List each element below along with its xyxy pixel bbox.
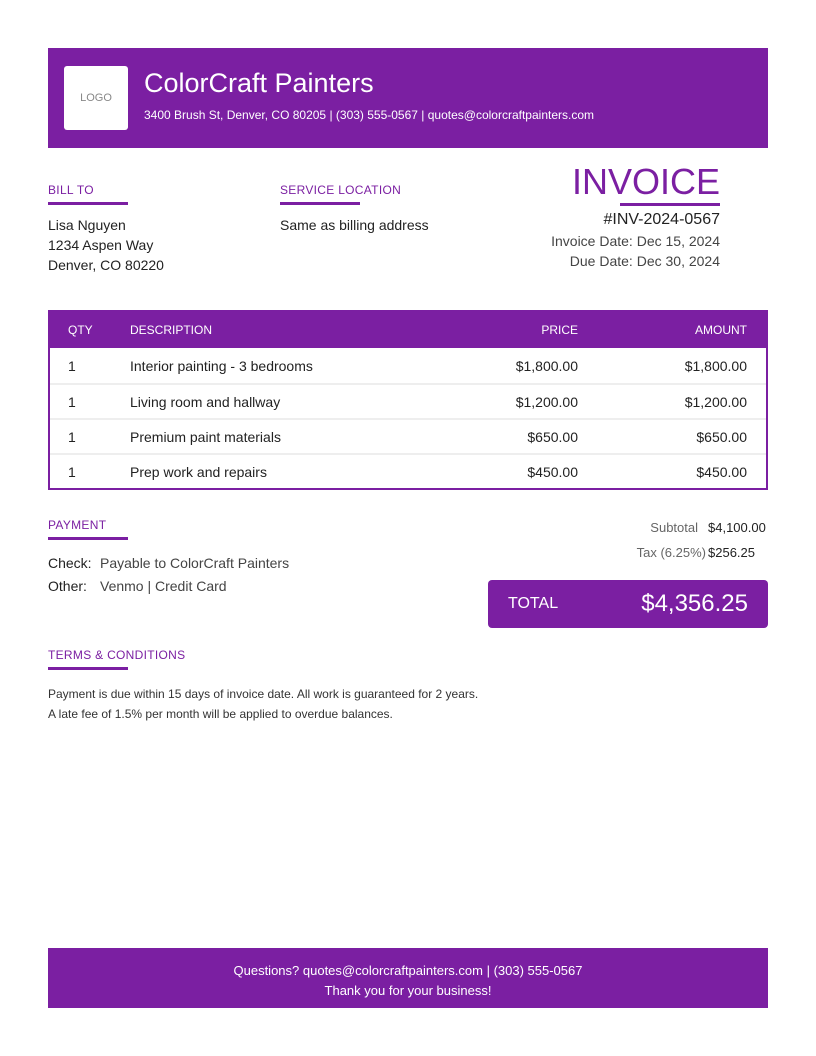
row-qty: 1 xyxy=(68,463,76,480)
row-amount: $450.00 xyxy=(696,463,747,480)
row-description: Premium paint materials xyxy=(130,428,281,445)
payment-method-check xyxy=(48,552,368,575)
service-location-text: Same as billing address xyxy=(280,217,429,233)
payment-value: Payable to ColorCraft Painters xyxy=(100,555,290,571)
row-qty: 1 xyxy=(68,428,76,445)
grand-total-box xyxy=(488,580,768,628)
service-location-label: SERVICE LOCATION xyxy=(280,183,500,205)
invoice-number: #INV-2024-0567 xyxy=(603,211,720,228)
invoice-title: INVOICE xyxy=(551,162,720,204)
footer-thanks: Thank you for your business! xyxy=(324,983,492,998)
total-value: $4,356.25 xyxy=(641,590,748,617)
terms-line: Payment is due within 15 days of invoice date. All work is guaranteed for 2 years. xyxy=(48,687,479,701)
terms-label: TERMS & CONDITIONS xyxy=(48,648,548,670)
due-date: Due Date: Dec 30, 2024 xyxy=(569,253,720,269)
column-header-qty: QTY xyxy=(68,323,93,337)
footer-contact: Questions? quotes@colorcraftpainters.com | (303) 555-0567 xyxy=(233,963,583,978)
row-amount: $650.00 xyxy=(696,428,747,445)
customer-name: Lisa Nguyen xyxy=(48,217,126,233)
invoice-date: Invoice Date: Dec 15, 2024 xyxy=(551,233,720,249)
company-contact-info: 3400 Brush St, Denver, CO 80205 | (303) 555-0567 | quotes@colorcraftpainters.com xyxy=(144,108,594,122)
customer-city: Denver, CO 80220 xyxy=(48,257,164,273)
subtotal-value: $4,100.00 xyxy=(708,520,766,535)
row-qty: 1 xyxy=(68,393,76,410)
row-price: $450.00 xyxy=(527,463,578,480)
terms-line: A late fee of 1.5% per month will be applied to overdue balances. xyxy=(48,707,393,721)
table-row xyxy=(50,383,766,418)
tax-label: Tax (6.25%) xyxy=(636,545,706,560)
subtotal-label: Subtotal xyxy=(650,520,698,535)
totals-section xyxy=(488,515,768,628)
company-header xyxy=(48,48,768,148)
table-header xyxy=(50,312,766,348)
row-price: $1,800.00 xyxy=(515,357,578,374)
table-row xyxy=(50,453,766,488)
column-header-price: PRICE xyxy=(541,323,578,337)
tax-value: $256.25 xyxy=(708,545,755,560)
column-header-description: DESCRIPTION xyxy=(130,323,213,337)
bill-to-label: BILL TO xyxy=(48,183,268,205)
logo-placeholder-text: LOGO xyxy=(80,92,112,104)
table-row xyxy=(50,418,766,453)
row-description: Interior painting - 3 bedrooms xyxy=(130,357,313,374)
row-amount: $1,800.00 xyxy=(684,357,747,374)
line-items-table xyxy=(48,310,768,490)
payment-section xyxy=(48,518,368,598)
company-name: ColorCraft Painters xyxy=(144,68,374,98)
payment-method-other xyxy=(48,575,368,598)
payment-key: Check: xyxy=(48,555,92,571)
payment-key: Other: xyxy=(48,578,87,594)
table-row xyxy=(50,348,766,383)
row-qty: 1 xyxy=(68,357,76,374)
row-description: Living room and hallway xyxy=(130,393,281,410)
service-location-section xyxy=(280,183,500,235)
invoice-meta xyxy=(551,162,720,271)
subtotal-row xyxy=(488,515,768,540)
footer xyxy=(48,948,768,1008)
tax-row xyxy=(488,540,768,565)
bill-to-section xyxy=(48,183,268,275)
row-price: $650.00 xyxy=(527,428,578,445)
company-logo xyxy=(64,66,128,130)
payment-label: PAYMENT xyxy=(48,518,368,540)
payment-value: Venmo | Credit Card xyxy=(100,578,227,594)
customer-street: 1234 Aspen Way xyxy=(48,237,154,253)
row-price: $1,200.00 xyxy=(515,393,578,410)
row-amount: $1,200.00 xyxy=(684,393,747,410)
column-header-amount: AMOUNT xyxy=(695,323,747,337)
terms-section xyxy=(48,648,548,724)
total-label: TOTAL xyxy=(508,595,559,612)
row-description: Prep work and repairs xyxy=(130,463,267,480)
